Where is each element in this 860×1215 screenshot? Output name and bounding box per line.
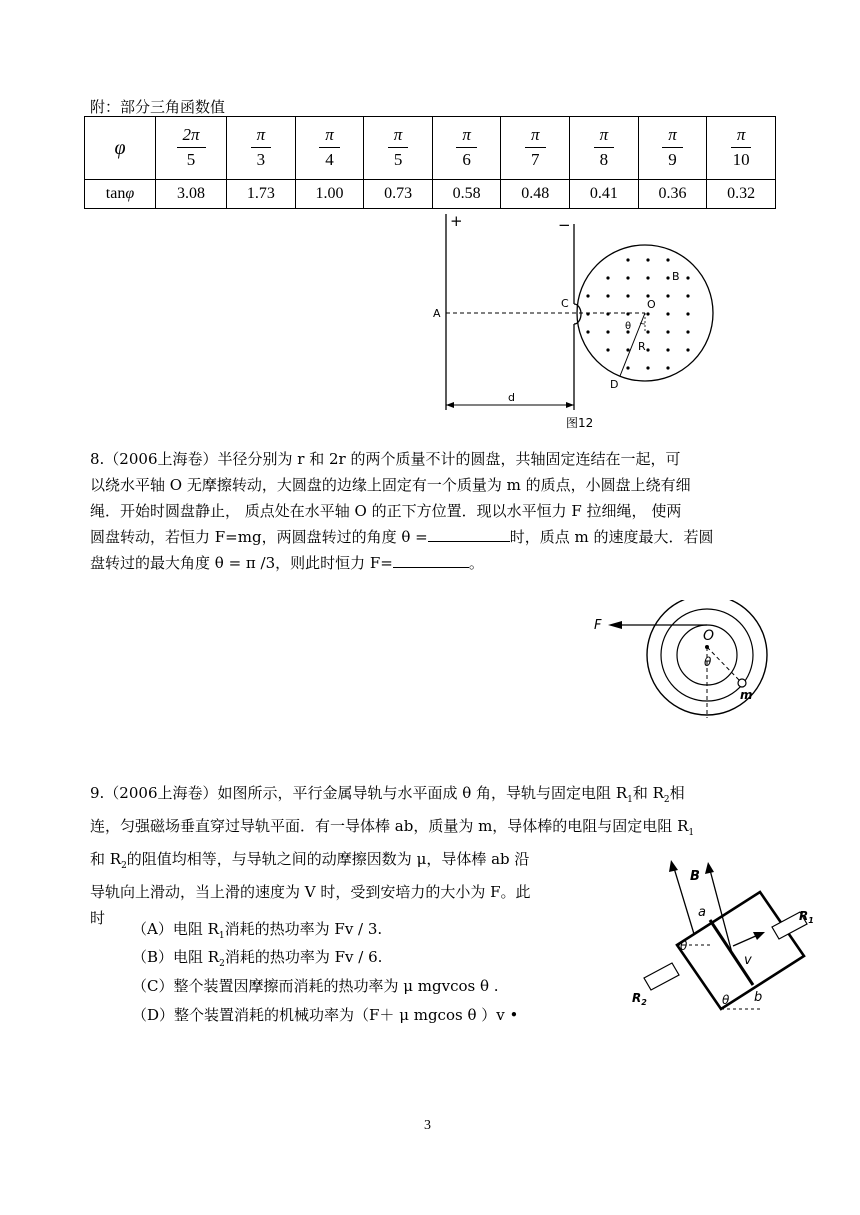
field-dot <box>686 330 689 333</box>
q8-disk-diagram <box>588 600 778 730</box>
minus-label: − <box>558 216 571 234</box>
rail-frame <box>677 892 804 1009</box>
tan-cell: 0.48 <box>501 180 570 209</box>
angle-label-cell: φ <box>85 117 156 180</box>
q9-line-5: 时 <box>90 909 106 927</box>
tan-cell: 0.32 <box>707 180 776 209</box>
page-number: 3 <box>424 1118 431 1133</box>
field-dot <box>606 276 609 279</box>
q8-line-2: 以绕水平轴 O 无摩擦转动，大圆盘的边缘上固定有一个质量为 m 的质点，小圆盘上绕有细 <box>90 476 691 494</box>
tan-cell: 1.73 <box>227 180 296 209</box>
label-a: a <box>698 905 706 920</box>
label-theta: θ <box>704 655 712 669</box>
appendix-heading: 附：部分三角函数值 <box>90 98 226 116</box>
field-dot <box>626 258 629 261</box>
q8-line-1: 8.（2006上海卷）半径分别为 r 和 2r 的两个质量不计的圆盘，共轴固定连结在一起，可 <box>90 450 681 468</box>
option-a: （A）电阻 $R_1$消耗的热功率为 Fv / 3. <box>132 920 383 941</box>
field-dot <box>606 294 609 297</box>
q9-line-4: 导轨向上滑动，当上滑的速度为 V 时，受到安培力的大小为 F。此 <box>90 883 531 901</box>
table-row-angles <box>85 117 776 180</box>
q9-rail-diagram <box>622 850 817 1030</box>
tan-cell: 0.58 <box>432 180 501 209</box>
label-v: v <box>744 953 752 968</box>
field-dot <box>686 312 689 315</box>
angle-cell: $\frac{\pi}{10}$ <box>707 117 776 180</box>
label-R1: $R_1$ <box>799 909 814 925</box>
angle-cell: $\frac{\pi}{3}$ <box>227 117 296 180</box>
arrow-left-icon <box>446 402 454 408</box>
field-dot <box>646 258 649 261</box>
angle-cell: $\frac{\pi}{4}$ <box>295 117 364 180</box>
q8-line-4: 圆盘转动，若恒力 F=mg，两圆盘转过的角度 θ = 时，质点 m 的速度最大．若圆 <box>90 528 714 546</box>
mass-dashed-line <box>707 647 739 680</box>
field-dot <box>626 366 629 369</box>
field-dot <box>666 258 669 261</box>
label-d: d <box>508 391 515 404</box>
field-dot <box>626 294 629 297</box>
tan-label-cell: tanφ <box>85 180 156 209</box>
answer-blank-1[interactable] <box>428 527 510 542</box>
option-b: （B）电阻 $R_2$消耗的热功率为 Fv / 6. <box>132 948 383 969</box>
option-c: （C）整个装置因摩擦而消耗的热功率为 μ mgvcos θ . <box>132 977 499 995</box>
field-dot <box>606 312 609 315</box>
field-dot <box>586 294 589 297</box>
label-A: A <box>433 307 441 320</box>
field-dot <box>606 330 609 333</box>
label-theta-1: θ <box>680 939 688 953</box>
table-row-tan <box>85 180 776 209</box>
option-d: （D）整个装置消耗的机械功率为（F＋ μ mgcos θ ）v • <box>132 1006 519 1024</box>
label-theta: θ <box>625 321 632 332</box>
field-dot <box>626 312 629 315</box>
q9-line-3: 和 $R_2$的阻值均相等，与导轨之间的动摩擦因数为 μ，导体棒 ab 沿 <box>90 850 530 871</box>
q9-line-1: 9.（2006上海卷）如图所示，平行金属导轨与水平面成 θ 角，导轨与固定电阻 $R_1$和 $R_2$相 <box>90 784 685 805</box>
label-D: D <box>610 378 619 391</box>
label-B: B <box>672 270 680 283</box>
q8-line-5: 盘转过的最大角度 θ = π /3，则此时恒力 F= 。 <box>90 554 484 572</box>
mass-point <box>738 679 746 687</box>
field-dot <box>646 348 649 351</box>
angle-cell: $\frac{2\pi}{5}$ <box>156 117 227 180</box>
label-R: R <box>638 340 646 353</box>
resistor-R2 <box>644 963 679 990</box>
label-O: O <box>703 628 715 644</box>
field-dot <box>606 348 609 351</box>
tan-cell: 0.36 <box>638 180 707 209</box>
plus-label: + <box>450 212 463 230</box>
label-theta-2: θ <box>722 993 730 1007</box>
field-dot <box>586 330 589 333</box>
field-dot <box>666 330 669 333</box>
label-B: B <box>690 869 700 884</box>
tan-cell: 0.41 <box>570 180 639 209</box>
arrow-right-icon <box>566 402 574 408</box>
angle-cell: $\frac{\pi}{8}$ <box>570 117 639 180</box>
field-dot <box>686 294 689 297</box>
label-m: m <box>740 688 753 702</box>
angle-cell: $\frac{\pi}{5}$ <box>364 117 433 180</box>
angle-cell: $\frac{\pi}{6}$ <box>432 117 501 180</box>
field-dot <box>666 348 669 351</box>
field-dot <box>646 312 649 315</box>
q9-line-2: 连，匀强磁场垂直穿过导轨平面．有一导体棒 ab，质量为 m，导体棒的电阻与固定电阻 $R_1$ <box>90 817 695 838</box>
figure-12-caption: 图12 <box>566 416 594 430</box>
tan-cell: 1.00 <box>295 180 364 209</box>
question-8 <box>90 446 790 576</box>
label-O: O <box>647 298 656 311</box>
tan-cell: 3.08 <box>156 180 227 209</box>
field-dot <box>686 276 689 279</box>
trig-table <box>84 116 776 209</box>
answer-blank-2[interactable] <box>393 553 469 568</box>
field-dot <box>666 366 669 369</box>
field-dot <box>686 348 689 351</box>
label-b: b <box>754 990 763 1005</box>
field-dot <box>646 276 649 279</box>
force-arrow-icon <box>608 621 622 629</box>
angle-cell: $\frac{\pi}{9}$ <box>638 117 707 180</box>
field-dot <box>666 312 669 315</box>
label-R2: $R_2$ <box>632 991 647 1007</box>
field-dot <box>626 276 629 279</box>
field-dot <box>626 348 629 351</box>
label-F: F <box>594 618 602 633</box>
field-arrow-icon <box>669 860 678 872</box>
tan-cell: 0.73 <box>364 180 433 209</box>
q8-line-3: 绳．开始时圆盘静止， 质点处在水平轴 O 的正下方位置．现以水平恒力 F 拉细绳， 使两 <box>90 502 682 520</box>
velocity-vector <box>733 935 758 946</box>
field-dot <box>646 330 649 333</box>
figure-12-diagram <box>420 208 730 438</box>
field-dot <box>666 294 669 297</box>
field-arrow-icon-2 <box>705 862 714 874</box>
angle-cell: $\frac{\pi}{7}$ <box>501 117 570 180</box>
label-C: C <box>561 297 569 310</box>
field-dot <box>666 276 669 279</box>
field-dot <box>586 312 589 315</box>
field-dot <box>646 366 649 369</box>
